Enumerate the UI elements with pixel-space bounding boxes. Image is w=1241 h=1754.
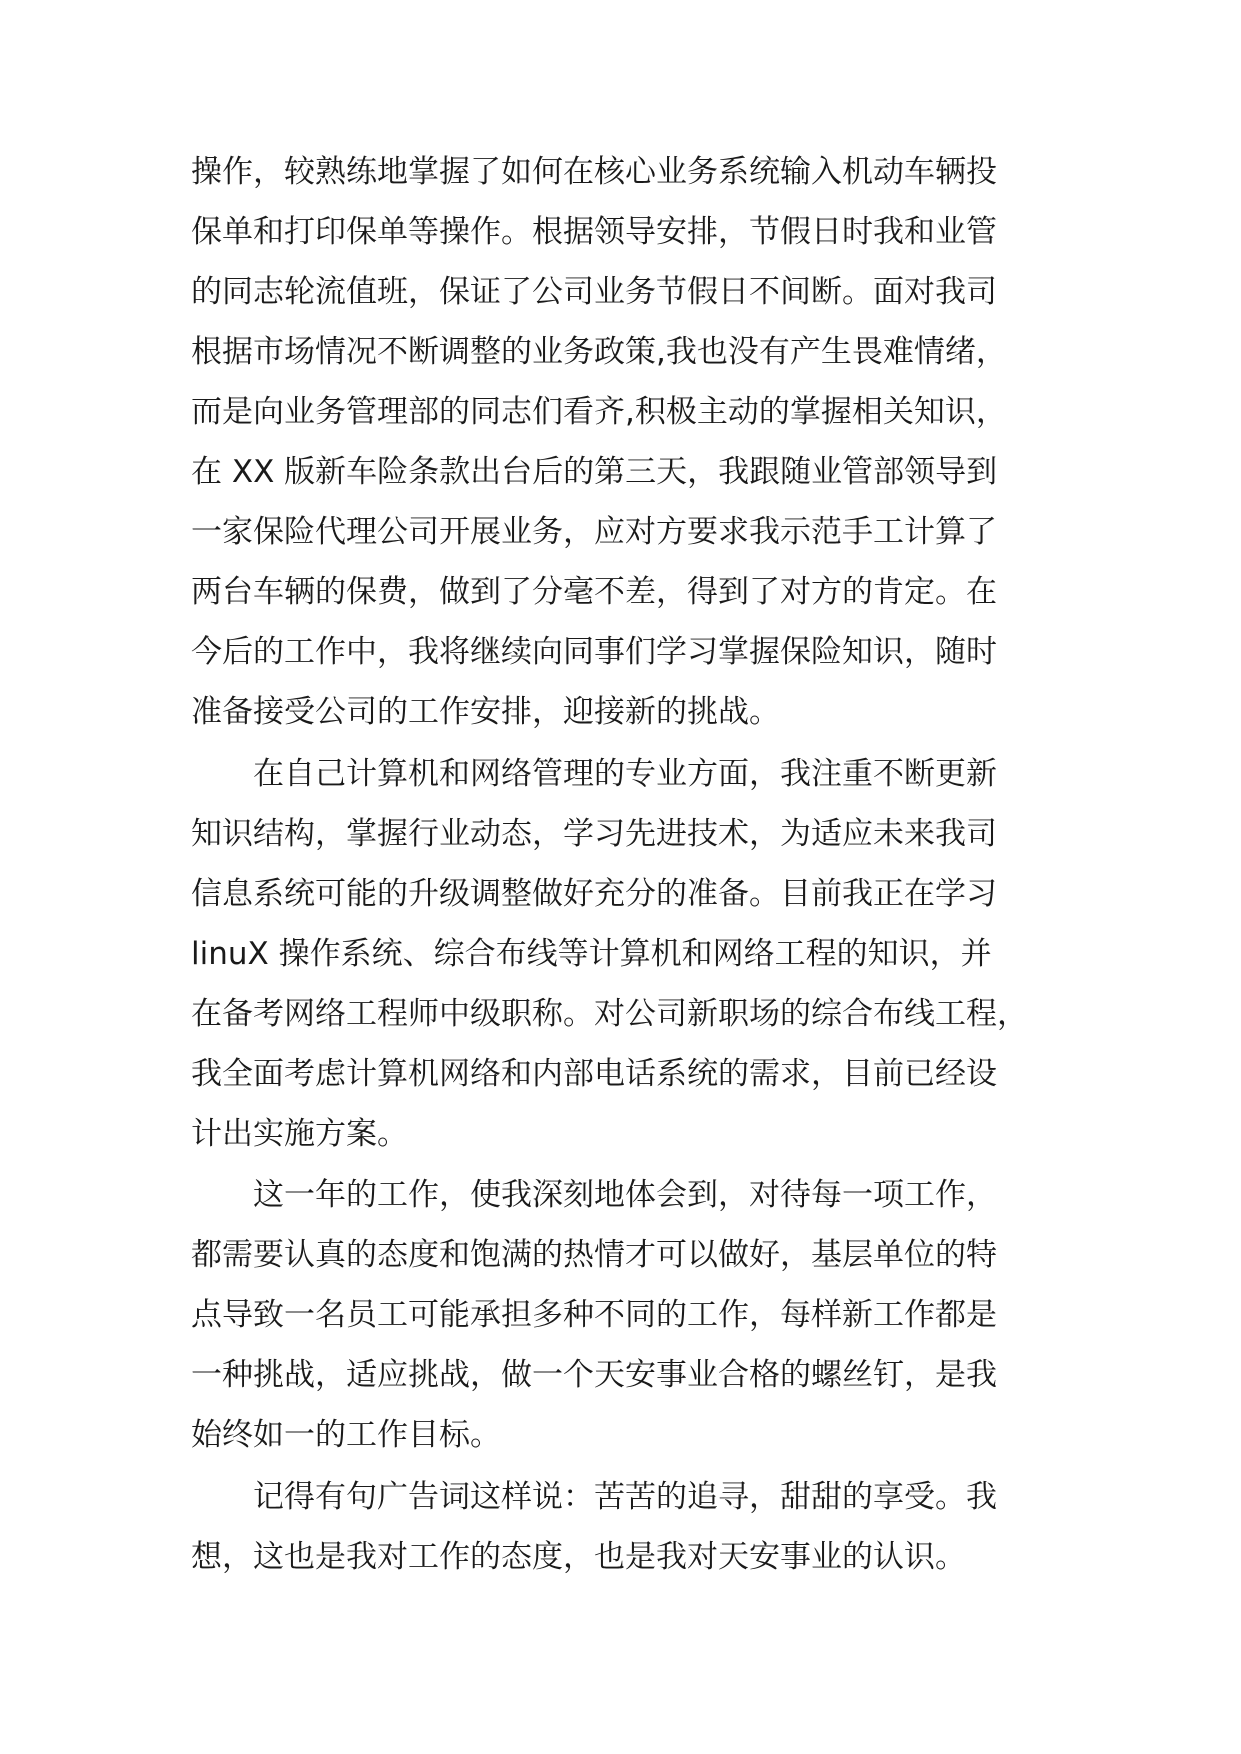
text-line: 点导致一名员工可能承担多种不同的工作，每样新工作都是 xyxy=(191,1297,997,1333)
text-line: 在自己计算机和网络管理的专业方面，我注重不断更新 xyxy=(191,756,997,792)
text-line: 这一年的工作，使我深刻地体会到，对待每一项工作， xyxy=(191,1177,997,1213)
text-line: 都需要认真的态度和饱满的热情才可以做好，基层单位的特 xyxy=(191,1237,997,1273)
text-line: 记得有句广告词这样说：苦苦的追寻，甜甜的享受。我 xyxy=(191,1479,997,1515)
text-line: 我全面考虑计算机网络和内部电话系统的需求，目前已经设 xyxy=(191,1056,997,1092)
text-line: 一家保险代理公司开展业务，应对方要求我示范手工计算了 xyxy=(191,514,997,550)
text-line: 计出实施方案。 xyxy=(191,1116,408,1152)
text-line: 准备接受公司的工作安排，迎接新的挑战。 xyxy=(191,694,780,730)
text-line: 信息系统可能的升级调整做好充分的准备。目前我正在学习 xyxy=(191,876,997,912)
text-line: 想，这也是我对工作的态度，也是我对天安事业的认识。 xyxy=(191,1539,966,1575)
text-line: 始终如一的工作目标。 xyxy=(191,1417,501,1453)
text-line: 根据市场情况不断调整的业务政策,我也没有产生畏难情绪， xyxy=(191,334,1007,370)
text-line: 知识结构，掌握行业动态，学习先进技术，为适应未来我司 xyxy=(191,816,997,852)
text-line: 今后的工作中，我将继续向同事们学习掌握保险知识，随时 xyxy=(191,634,997,670)
text-line: 在备考网络工程师中级职称。对公司新职场的综合布线工程， xyxy=(191,996,1028,1032)
text-line: 一种挑战，适应挑战，做一个天安事业合格的螺丝钉，是我 xyxy=(191,1357,997,1393)
text-line: 而是向业务管理部的同志们看齐,积极主动的掌握相关知识， xyxy=(191,394,1007,430)
text-line: 保单和打印保单等操作。根据领导安排，节假日时我和业管 xyxy=(191,214,997,250)
text-line: 两台车辆的保费，做到了分毫不差，得到了对方的肯定。在 xyxy=(191,574,997,610)
text-line: 在 XX 版新车险条款出台后的第三天，我跟随业管部领导到 xyxy=(191,454,998,490)
text-line: linuX 操作系统、综合布线等计算机和网络工程的知识，并 xyxy=(191,936,992,972)
text-line: 的同志轮流值班，保证了公司业务节假日不间断。面对我司 xyxy=(191,274,997,310)
text-line: 操作，较熟练地掌握了如何在核心业务系统输入机动车辆投 xyxy=(191,154,997,190)
